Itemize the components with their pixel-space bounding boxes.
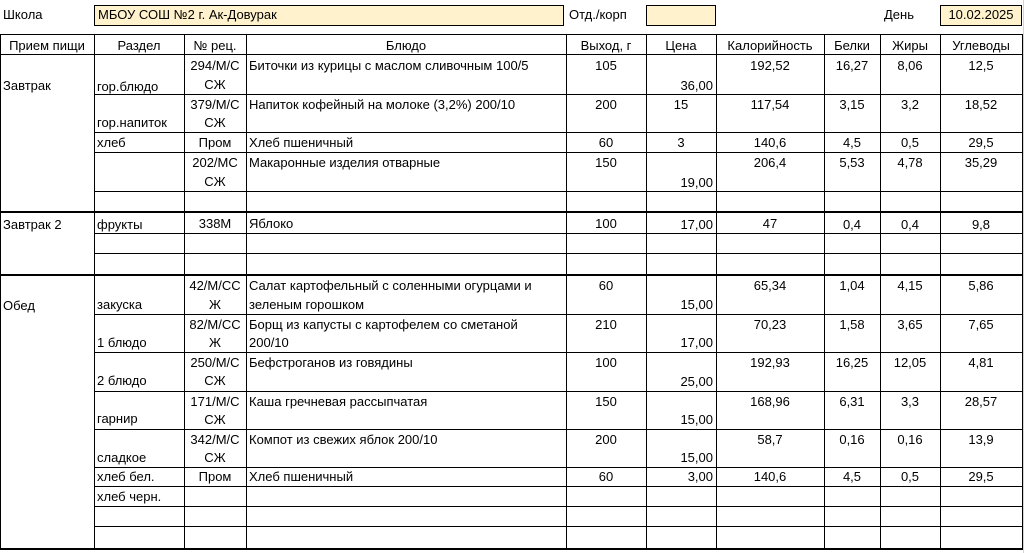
recipe-cell: 42/М/СС xyxy=(189,278,241,293)
col-dish: Блюдо xyxy=(385,38,427,53)
col-carbs: Углеводы xyxy=(952,38,1010,53)
col-section: Раздел xyxy=(117,38,161,53)
protein-cell: 0,4 xyxy=(842,217,862,232)
fat-cell: 3,3 xyxy=(900,394,920,409)
calories-cell: 117,54 xyxy=(750,97,790,112)
protein-cell: 6,31 xyxy=(839,394,865,409)
section-cell: гор.блюдо xyxy=(97,79,159,94)
section-cell: фрукты xyxy=(97,217,143,232)
fat-cell: 3,2 xyxy=(900,97,920,112)
recipe-cell: 294/М/С xyxy=(190,58,240,73)
recipe-cell: Пром xyxy=(198,469,232,484)
dish-cell: Хлеб пшеничный xyxy=(249,135,354,150)
dish-cell: Хлеб пшеничный xyxy=(249,469,354,484)
dish-cell: Напиток кофейный на молоке (3,2%) 200/10 xyxy=(249,97,516,112)
price-cell: 3,00 xyxy=(687,469,713,484)
protein-cell: 5,53 xyxy=(839,155,865,170)
carbs-cell: 13,9 xyxy=(968,432,994,447)
col-fat: Жиры xyxy=(892,38,928,53)
recipe-cell: СЖ xyxy=(204,373,226,388)
fat-cell: 0,16 xyxy=(897,432,923,447)
carbs-cell: 29,5 xyxy=(968,469,994,484)
weight-cell: 210 xyxy=(595,317,617,332)
calories-cell: 140,6 xyxy=(753,469,787,484)
recipe-cell: 379/М/С xyxy=(190,97,240,112)
section-cell: 2 блюдо xyxy=(97,373,147,388)
recipe-cell: 338М xyxy=(198,216,232,231)
section-cell: хлеб черн. xyxy=(97,489,162,504)
dish-cell: Макаронные изделия отварные xyxy=(249,155,441,170)
recipe-cell: 202/МС xyxy=(192,155,238,170)
price-cell: 25,00 xyxy=(680,374,713,389)
calories-cell: 65,34 xyxy=(753,278,787,293)
dish-cell: Салат картофельный с соленными огурцами и xyxy=(249,278,532,293)
section-cell: 1 блюдо xyxy=(97,335,147,350)
weight-cell: 60 xyxy=(598,135,614,150)
price-cell: 3 xyxy=(677,135,685,150)
carbs-cell: 9,8 xyxy=(971,217,991,232)
carbs-cell: 12,5 xyxy=(968,58,994,73)
date-value[interactable]: 10.02.2025 xyxy=(940,5,1022,26)
protein-cell: 4,5 xyxy=(842,469,862,484)
carbs-cell: 18,52 xyxy=(964,97,998,112)
section-cell: хлеб xyxy=(97,135,126,150)
protein-cell: 16,25 xyxy=(835,355,869,370)
price-cell: 17,00 xyxy=(680,335,713,350)
fat-cell: 0,5 xyxy=(900,135,920,150)
dish-cell: Борщ из капусты с картофелем со сметаной xyxy=(249,317,518,332)
dish-cell: Бефстроганов из говядины xyxy=(249,355,413,370)
price-cell: 15 xyxy=(673,97,689,112)
dept-label: Отд./корп xyxy=(569,7,627,22)
col-calories: Калорийность xyxy=(727,38,813,53)
weight-cell: 100 xyxy=(595,355,617,370)
school-value[interactable]: МБОУ СОШ №2 г. Ак-Довурак xyxy=(94,5,564,26)
fat-cell: 0,4 xyxy=(900,217,920,232)
section-cell xyxy=(94,172,184,174)
fat-cell: 12,05 xyxy=(893,355,927,370)
section-cell: сладкое xyxy=(97,450,147,465)
price-cell: 36,00 xyxy=(680,78,713,93)
calories-cell: 70,23 xyxy=(753,317,787,332)
calories-cell: 192,93 xyxy=(750,355,790,370)
price-cell: 19,00 xyxy=(680,175,713,190)
protein-cell: 0,16 xyxy=(839,432,865,447)
recipe-cell: Ж xyxy=(208,297,221,312)
recipe-cell: СЖ xyxy=(204,412,226,427)
carbs-cell: 28,57 xyxy=(964,394,998,409)
weight-cell: 150 xyxy=(595,394,617,409)
fat-cell: 0,5 xyxy=(900,469,920,484)
dish-cell: Каша гречневая рассыпчатая xyxy=(249,394,428,409)
dept-value[interactable] xyxy=(646,5,716,26)
weight-cell: 100 xyxy=(595,216,617,231)
col-meal: Прием пищи xyxy=(9,38,85,53)
carbs-cell: 35,29 xyxy=(964,155,998,170)
dish-cell: Биточки из курицы с маслом сливочным 100/5 xyxy=(249,58,529,73)
protein-cell: 3,15 xyxy=(839,97,865,112)
recipe-cell: Пром xyxy=(198,135,232,150)
weight-cell: 150 xyxy=(595,155,617,170)
protein-cell: 1,04 xyxy=(839,278,865,293)
col-weight: Выход, г xyxy=(580,38,632,53)
day-label: День xyxy=(884,7,914,22)
recipe-cell: 171/М/С xyxy=(190,394,240,409)
price-cell: 17,00 xyxy=(680,217,713,232)
calories-cell: 168,96 xyxy=(750,394,790,409)
recipe-cell: 342/М/С xyxy=(190,432,240,447)
recipe-cell: СЖ xyxy=(204,174,226,189)
weight-cell: 60 xyxy=(598,278,614,293)
protein-cell: 4,5 xyxy=(842,135,862,150)
col-price: Цена xyxy=(665,38,697,53)
fat-cell: 4,15 xyxy=(897,278,923,293)
weight-cell: 200 xyxy=(595,97,617,112)
calories-cell: 206,4 xyxy=(753,155,787,170)
section-cell: гарнир xyxy=(97,411,138,426)
meal-breakfast-2: Завтрак 2 xyxy=(3,217,62,232)
carbs-cell: 5,86 xyxy=(968,278,994,293)
calories-cell: 140,6 xyxy=(753,135,787,150)
carbs-cell: 7,65 xyxy=(968,317,994,332)
recipe-cell: СЖ xyxy=(204,450,226,465)
recipe-cell: 250/М/С xyxy=(190,355,240,370)
meal-breakfast: Завтрак xyxy=(3,78,51,93)
section-cell: хлеб бел. xyxy=(97,469,155,484)
calories-cell: 58,7 xyxy=(757,432,783,447)
dish-cell: 200/10 xyxy=(249,335,289,350)
recipe-cell: Ж xyxy=(208,335,221,350)
price-cell: 15,00 xyxy=(680,412,713,427)
calories-cell: 47 xyxy=(762,216,778,231)
weight-cell: 60 xyxy=(598,469,614,484)
meal-lunch: Обед xyxy=(3,298,35,313)
carbs-cell: 29,5 xyxy=(968,135,994,150)
recipe-cell: СЖ xyxy=(204,77,226,92)
recipe-cell: СЖ xyxy=(204,115,226,130)
protein-cell: 16,27 xyxy=(835,58,869,73)
protein-cell: 1,58 xyxy=(839,317,865,332)
section-cell: гор.напиток xyxy=(97,115,167,130)
col-protein: Белки xyxy=(834,38,870,53)
col-recipe: № рец. xyxy=(193,38,237,53)
price-cell: 15,00 xyxy=(680,450,713,465)
weight-cell: 105 xyxy=(595,58,617,73)
school-label: Школа xyxy=(3,7,43,22)
carbs-cell: 4,81 xyxy=(968,355,994,370)
fat-cell: 8,06 xyxy=(897,58,923,73)
dish-cell: Яблоко xyxy=(249,216,294,231)
calories-cell: 192,52 xyxy=(750,58,790,73)
fat-cell: 3,65 xyxy=(897,317,923,332)
fat-cell: 4,78 xyxy=(897,155,923,170)
dish-cell: Компот из свежих яблок 200/10 xyxy=(249,432,438,447)
weight-cell: 200 xyxy=(595,432,617,447)
section-cell: закуска xyxy=(97,297,143,312)
dish-cell: зеленым горошком xyxy=(249,297,365,312)
recipe-cell: 82/М/СС xyxy=(189,317,241,332)
price-cell: 15,00 xyxy=(680,297,713,312)
